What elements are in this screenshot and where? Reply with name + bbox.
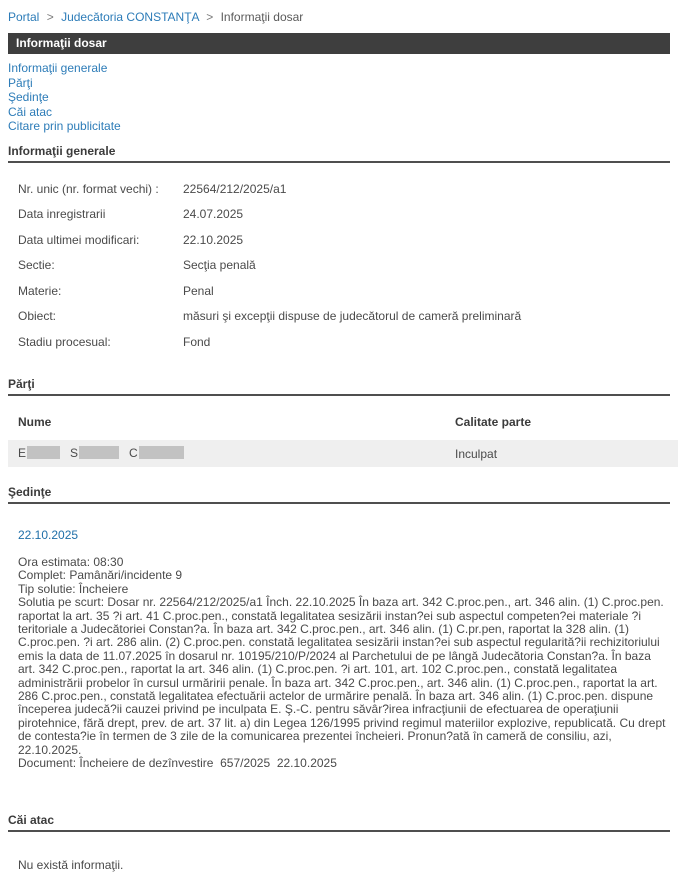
field-row-data-ultimei-modificari [18,228,670,254]
redaction-block [27,446,60,459]
field-value: Secţia penală [183,258,256,272]
field-row-obiect [18,304,670,330]
field-row-sectie [18,253,670,279]
field-row-materie [18,279,670,305]
hearing-complet: Complet: Pamânări/incidente 9 [18,568,183,583]
party-quality: Inculpat [455,446,498,461]
breadcrumb-current: Informaţii dosar [220,10,304,24]
general-info-fields [8,177,670,356]
section-header-parti: Părţi [8,377,670,396]
title-bar [8,33,670,54]
appeals-empty-text: Nu există informaţii. [18,857,124,872]
party-initial: S [70,445,79,460]
redaction-block [79,446,119,459]
hearing-document: Document: Încheiere de dezînvestire 657/2025 22.10.2025 [18,756,337,771]
field-row-nr-unic [18,177,670,203]
breadcrumb-separator: > [206,10,214,24]
hearing-details [8,556,670,771]
field-row-stadiu-procesual [18,330,670,356]
field-value: 24.07.2025 [183,207,244,221]
party-initial: C [129,445,138,460]
section-header-cai-atac: Căi atac [8,813,670,832]
party-initial: E [18,445,27,460]
breadcrumb [8,8,670,24]
field-label: Nr. unic (nr. format vechi) : [18,181,159,196]
hearing-tip-solutie: Tip solutie: Încheiere [18,581,129,596]
field-value: 22564/212/2025/a1 [183,181,287,196]
breadcrumb-separator: > [46,10,54,24]
hearing-ora-estimata: Ora estimata: 08:30 [18,555,124,569]
field-label: Data ultimei modificari: [18,232,140,247]
parties-table [8,414,670,467]
nav-link-informatii-generale[interactable]: Informaţii generale [8,61,108,75]
nav-link-sedinte[interactable]: Şedinţe [8,90,49,104]
nav-link-cai-atac[interactable]: Căi atac [8,104,53,119]
column-header-calitate-parte: Calitate parte [455,415,532,429]
column-header-nume: Nume [18,415,52,429]
field-label: Obiect: [18,309,57,323]
hearing-date-link[interactable]: 22.10.2025 [18,528,79,542]
section-nav [8,61,670,134]
redaction-block [139,446,184,459]
party-name-redacted [18,446,455,461]
party-row [8,440,678,467]
field-label: Data inregistrarii [18,207,106,221]
breadcrumb-link-court[interactable]: Judecătoria CONSTANŢA [61,10,199,24]
page-title: Informaţii dosar [16,36,107,50]
breadcrumb-link-portal[interactable]: Portal [8,10,40,24]
parties-table-header [18,414,670,430]
nav-link-parti[interactable]: Părţi [8,75,33,90]
field-row-data-inregistrarii [18,202,670,228]
field-label: Materie: [18,283,62,298]
field-value: măsuri şi excepţii dispuse de judecătorul de cameră preliminară [183,309,522,323]
field-label: Sectie: [18,258,55,272]
hearing-solutie-scurt: Solutia pe scurt: Dosar nr. 22564/212/2025/a1 Înch. 22.10.2025 În baza art. 342 C.proc.pen., art. 346 alin. (1) C.proc.pen. raportat la art. 35 ?i art. 41 C.proc.pen., constată legalitatea sesizării instan?ei sub aspectul competen?ei materiale ?i teritoriale a Judecătoriei Constan?a. În baza art. 342 C.proc.pen., art. 346 alin. (1) C.pr.pen, raportat la 328 alin. (1) C.proc.pen. ?i art. 286 alin. (2) C.proc.pen. constată legalitatea sesizării instan?ei sub aspectul regularită?ii rechizitoriului emis la data de 11.07.2025 în dosarul nr. 10195/210/P/2024 al Parchetului de pe lângă Judecătoria Constan?a. În baza art. 342 C.proc.pen., raportat la art. 346 alin. (1) C.proc.pen. ?i art. 101, art. 102 C.proc.pen., constată legalitatea administrării probelor în cursul urmăririi penale. În baza art. 342 C.proc.pen., art. 346 alin. (1) C.proc.pen., raportat la art. 286 C.proc.pen., constată legalitatea efectuării actelor de urmărire penală. În baza art. 346 alin. (1) C.proc.pen. dispune începerea judecă?ii cauzei privind pe inculpata E. Ş.-C. pentru săvâr?irea infracţiunii de efectuarea de operaţiunii pirotehnice, fără drept, prev. de art. 37 lit. a) din Legea 126/1995 privind regimul materiilor explozive, republicată. Cu drept de contesta?ie în termen de 3 zile de la comunicarea prezentei încheieri. Pronun?ată în cameră de consiliu, azi, 22.10.2025. [18,595,666,757]
section-header-sedinte: Şedinţe [8,485,670,504]
field-value: Fond [183,334,211,349]
nav-link-citare-prin-publicitate[interactable]: Citare prin publicitate [8,119,121,133]
field-value: 22.10.2025 [183,232,244,247]
section-header-informatii-generale: Informaţii generale [8,144,670,163]
field-value: Penal [183,283,214,298]
field-label: Stadiu procesual: [18,334,111,349]
